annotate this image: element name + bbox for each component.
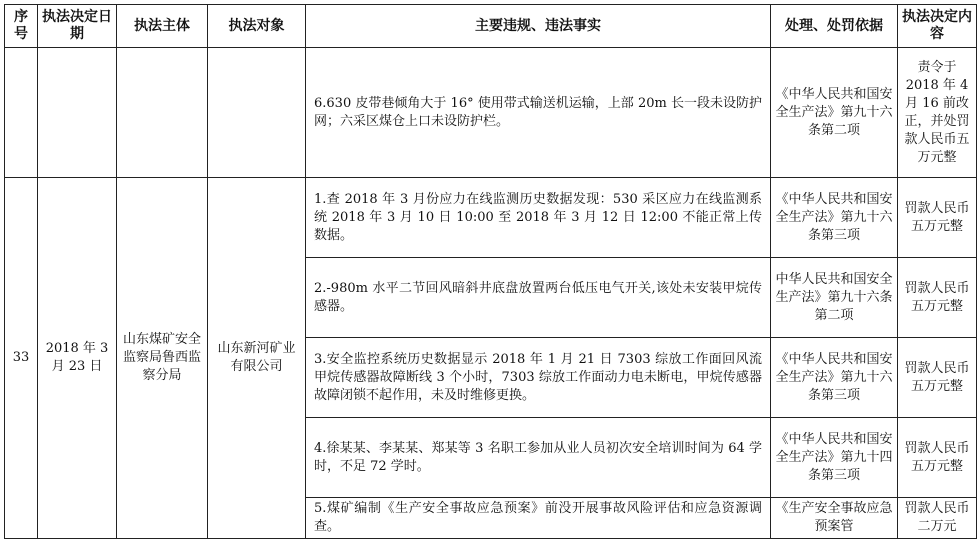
decision-content: 罚款人民币五万元整 [898, 418, 977, 498]
legal-basis: 中华人民共和国安全生产法》第九十六条第二项 [771, 258, 898, 338]
legal-basis: 《中华人民共和国安全生产法》第九十六条第三项 [771, 178, 898, 258]
decision-content: 罚款人民币二万元 [898, 498, 977, 539]
violation-fact: 1.查 2018 年 3 月份应力在线监测历史数据发现：530 采区应力在线监测系统 2018 年 3 月 10 日 10:00 至 2018 年 3 月 12 日 12:00 不能正常上传数据。 [306, 178, 771, 258]
violation-fact: 4.徐某某、李某某、郑某等 3 名职工参加从业人员初次安全培训时间为 64 学时，不足 72 学时。 [306, 418, 771, 498]
legal-basis: 《中华人民共和国安全生产法》第九十四条第三项 [771, 418, 898, 498]
table-row [5, 178, 977, 258]
header-row [5, 5, 977, 48]
legal-basis: 《中华人民共和国安全生产法》第九十六条第二项 [771, 48, 898, 178]
header-facts: 主要违规、违法事实 [306, 5, 771, 48]
header-date: 执法决定日期 [38, 5, 117, 48]
header-seq: 序号 [5, 5, 38, 48]
legal-basis: 《中华人民共和国安全生产法》第九十六条第三项 [771, 338, 898, 418]
header-agency: 执法主体 [117, 5, 208, 48]
enforcement-table [4, 4, 977, 539]
legal-basis: 《生产安全事故应急预案管 [771, 498, 898, 539]
violation-fact: 6.630 皮带巷倾角大于 16° 使用带式输送机运输，上部 20m 长一段未设防护网；六采区煤仓上口未设防护栏。 [306, 48, 771, 178]
prev-target-cell [208, 48, 306, 178]
prev-seq-cell [5, 48, 38, 178]
prev-date-cell [38, 48, 117, 178]
decision-content: 罚款人民币五万元整 [898, 338, 977, 418]
header-basis: 处理、处罚依据 [771, 5, 898, 48]
decision-date: 2018 年 3 月 23 日 [38, 178, 117, 539]
violation-fact: 2.-980m 水平二节回风暗斜井底盘放置两台低压电气开关,该处未安装甲烷传感器。 [306, 258, 771, 338]
decision-content: 责令于 2018 年 4 月 16 前改正，并处罚款人民币五万元整 [898, 48, 977, 178]
enforcement-target: 山东新河矿业有限公司 [208, 178, 306, 539]
violation-fact: 5.煤矿编制《生产安全事故应急预案》前没开展事故风险评估和应急资源调查。 [306, 498, 771, 539]
decision-content: 罚款人民币五万元整 [898, 178, 977, 258]
violation-fact: 3.安全监控系统历史数据显示 2018 年 1 月 21 日 7303 综放工作面回风流甲烷传感器故障断线 3 个小时，7303 综放工作面动力电未断电，甲烷传感器故障闭锁不起作用，未及时维修更换。 [306, 338, 771, 418]
header-decision: 执法决定内容 [898, 5, 977, 48]
table-row [5, 48, 977, 178]
enforcement-agency: 山东煤矿安全监察局鲁西监察分局 [117, 178, 208, 539]
header-target: 执法对象 [208, 5, 306, 48]
prev-agency-cell [117, 48, 208, 178]
case-seq: 33 [5, 178, 38, 539]
decision-content: 罚款人民币五万元整 [898, 258, 977, 338]
